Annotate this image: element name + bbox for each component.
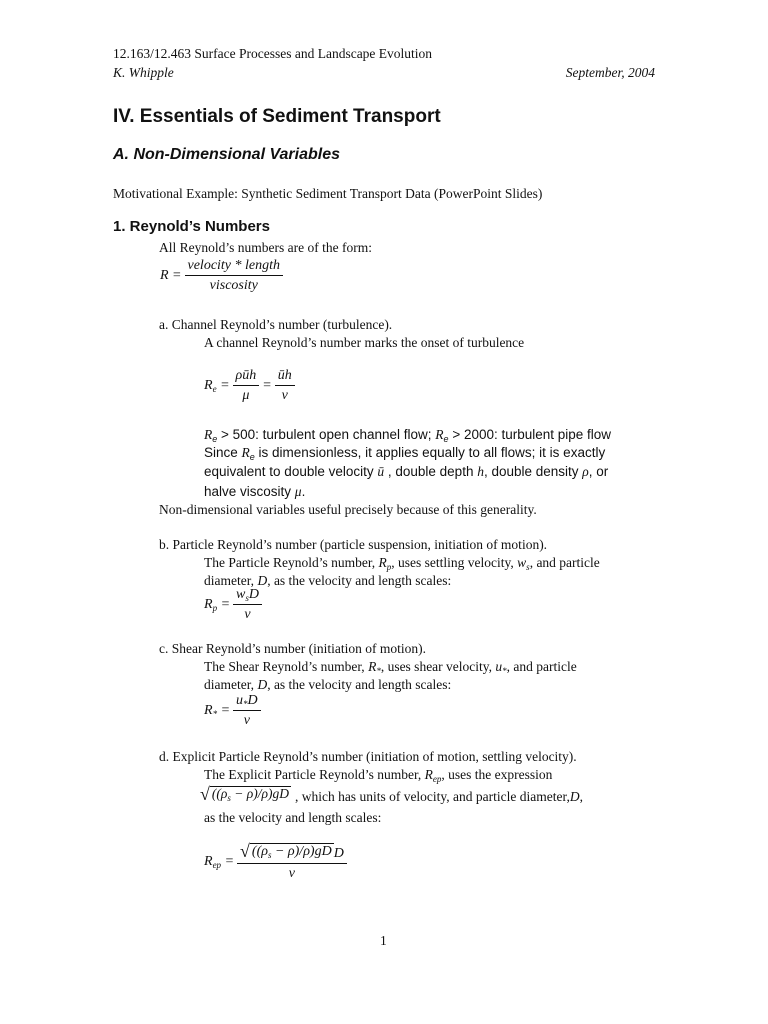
c-heading: c. Shear Reynold’s number (initiation of motion).: [159, 641, 426, 656]
page-title: IV. Essentials of Sediment Transport: [113, 106, 441, 127]
d-line-2: √ $((\rho_s - \rho)/\rho)gD$ , which has units of velocity, and particle diameter, D ,: [200, 784, 583, 804]
sqrt-expression: √ $((\rho_s - \rho)/\rho)gD$: [200, 784, 289, 804]
b-line-2: diameter, D, as the velocity and length scales:: [204, 573, 452, 588]
equation-particle-reynolds: $R_p$ = $\frac{w_sD}{\nu}$: [204, 587, 265, 623]
date: September, 2004: [565, 65, 655, 80]
motivational-example: Motivational Example: Synthetic Sediment Transport Data (PowerPoint Slides): [113, 186, 543, 201]
b-heading: b. Particle Reynold’s number (particle suspension, initiation of motion).: [159, 537, 548, 552]
generality-note: Non-dimensional variables useful precisely because of this generality.: [159, 502, 537, 517]
d-heading: d. Explicit Particle Reynold’s number (initiation of motion, settling velocity).: [159, 749, 577, 764]
equation-explicit-particle-reynolds: $R_{ep}$ = √ $((\rho_s - \rho)/\rho)gD$ D ν: [204, 842, 350, 882]
page-number: 1: [380, 933, 387, 948]
author: K. Whipple: [113, 65, 174, 80]
reynolds-heading: 1. Reynold’s Numbers: [113, 218, 270, 235]
a-heading: a. Channel Reynold’s number (turbulence).: [159, 317, 393, 332]
a-line-3: equivalent to double velocity ū , double depth h, double density ρ, or: [204, 464, 609, 479]
equation-channel-reynolds: $R_e$ = $\frac{\text{ρūh}}{\mu}$ = $\frac{ūh}{\nu}$: [204, 368, 298, 404]
a-line-4: halve viscosity μ.: [204, 484, 306, 499]
course-title: 12.163/12.463 Surface Processes and Landscape Evolution: [113, 46, 433, 61]
b-line-1: The Particle Reynold’s number, $R_p$, uses settling velocity, $w_s$, and particle: [204, 555, 600, 572]
d-line-3: as the velocity and length scales:: [204, 810, 382, 825]
section-a-heading: A. Non-Dimensional Variables: [113, 146, 341, 163]
a-line-2: Since $R_e$ is dimensionless, it applies equally to all flows; it is exactly: [204, 445, 606, 462]
intro-text: All Reynold’s numbers are of the form:: [159, 240, 372, 255]
c-line-1: The Shear Reynold’s number, $R_*$, uses shear velocity, $u_*$, and particle: [204, 659, 577, 676]
c-line-2: diameter, D, as the velocity and length scales:: [204, 677, 452, 692]
equation-shear-reynolds: $R_*$ = $\frac{u_*D}{\nu}$: [204, 693, 264, 729]
a-line-1: $R_e > 500$: turbulent open channel flow; $R_e > 2000$: turbulent pipe flow: [204, 427, 612, 444]
a-description: A channel Reynold’s number marks the onset of turbulence: [204, 335, 525, 350]
d-line-1: The Explicit Particle Reynold’s number, $R_{ep}$, uses the expression: [204, 767, 553, 784]
equation-general: R = $\frac{\text{velocity * length}}{\text{viscosity}}$: [160, 258, 286, 294]
